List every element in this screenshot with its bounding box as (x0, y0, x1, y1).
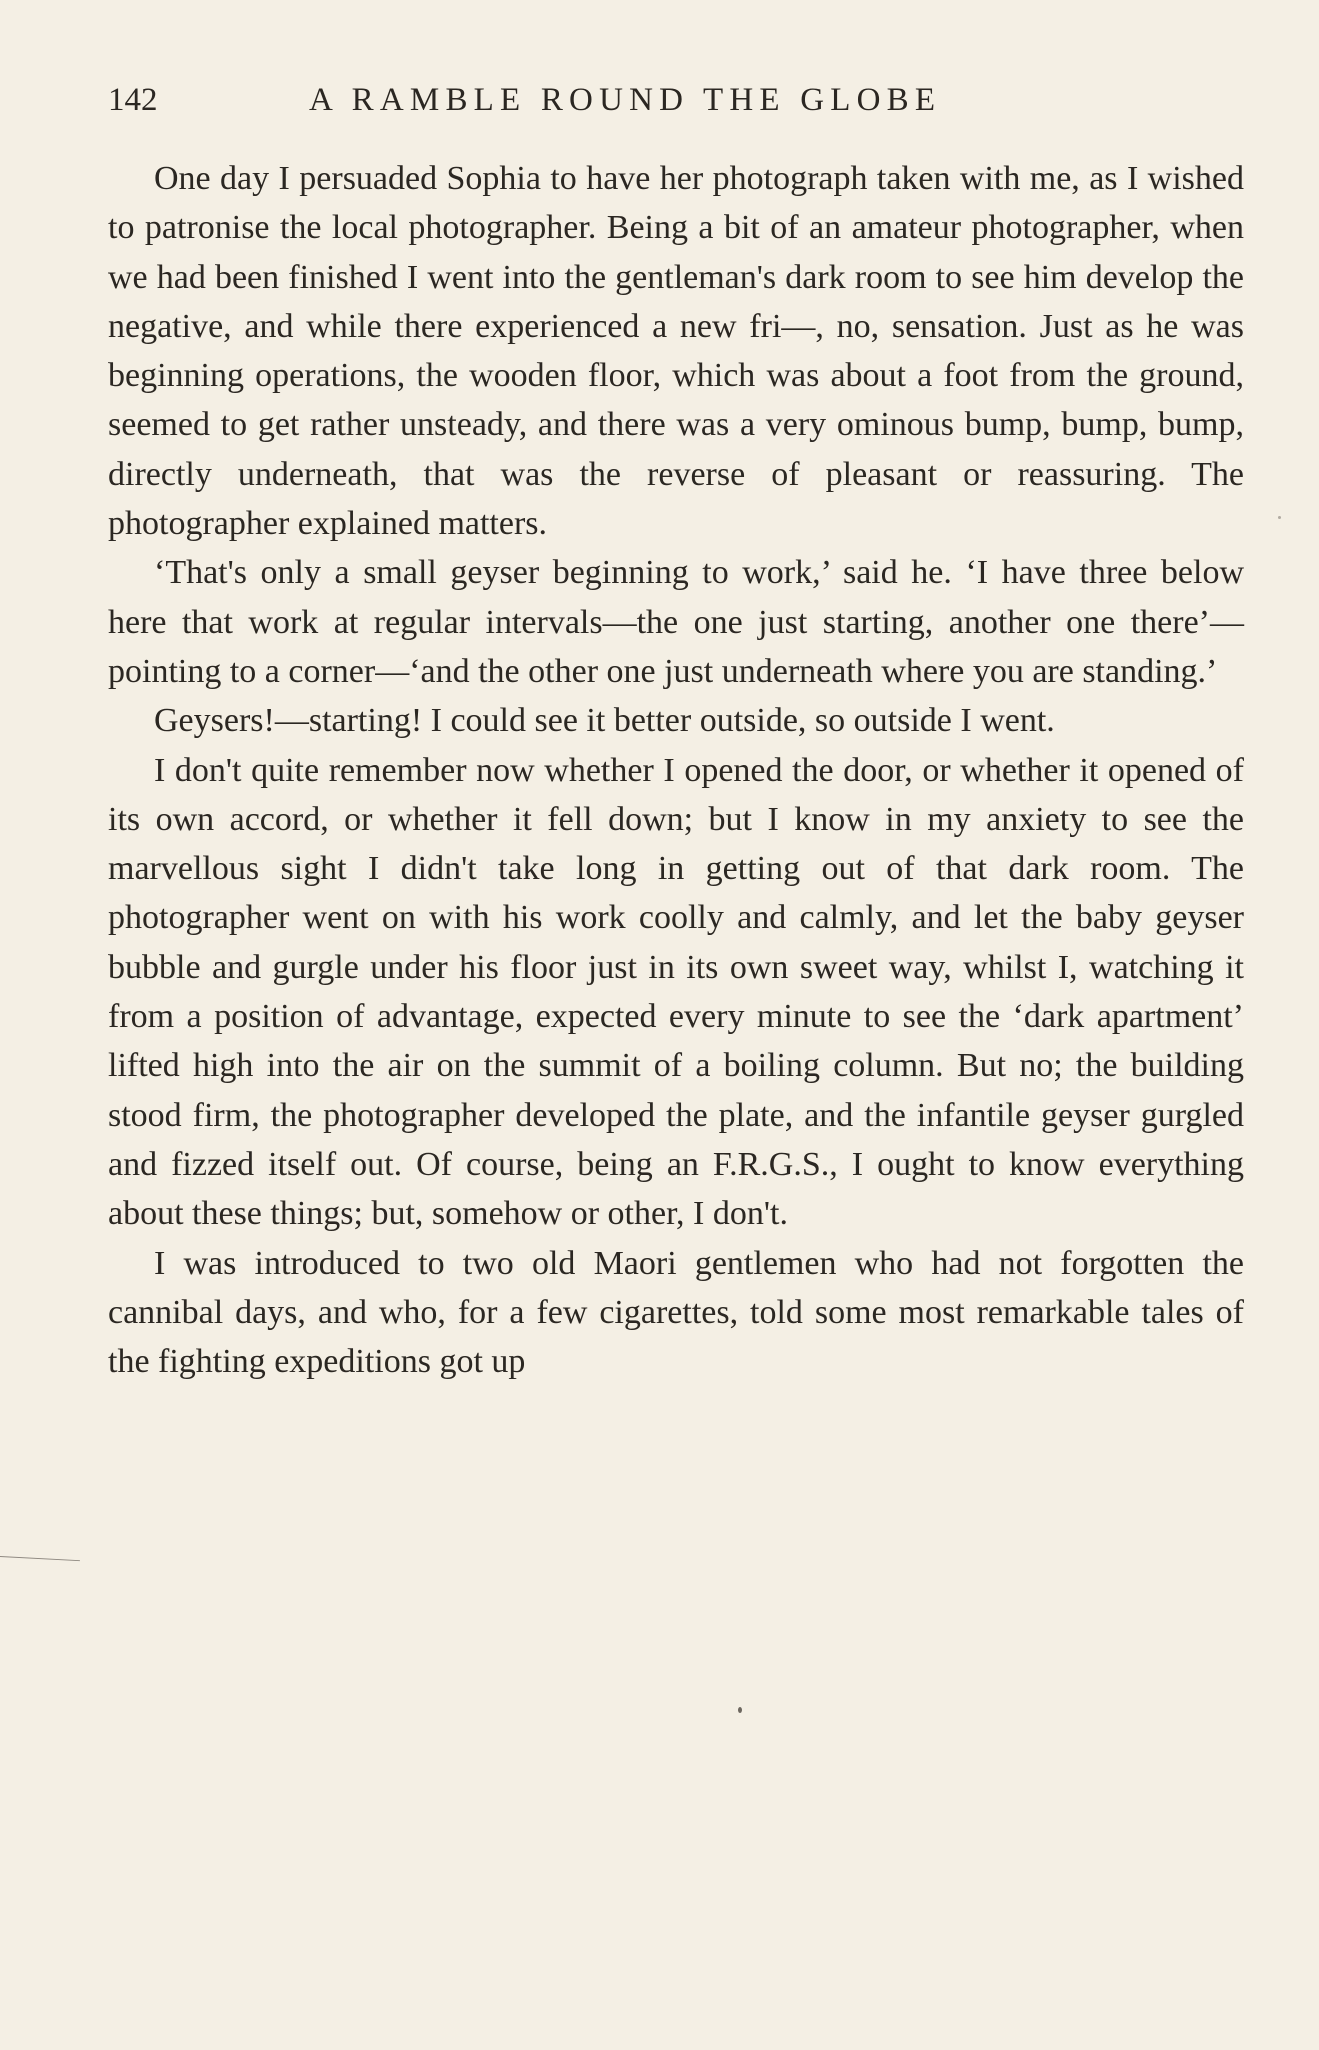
body-text (108, 154, 1244, 1386)
paragraph-dark-room-exit: I don't quite remember now whether I opened the door, or whether it opened of its own accord, or whether it fell down; but I know in my anxiety to see the marvellous sight I didn't take long in getting out of that dark room. The photographer went on with his work coolly and calmly, and let the baby geyser bubble and gurgle under his floor just in its own sweet way, whilst I, watching it from a position of advantage, expected every minute to see the ‘dark apartment’ lifted high into the air on the summit of a boiling column. But no; the building stood firm, the photographer developed the plate, and the infantile geyser gurgled and fizzed itself out. Of course, being an F.R.G.S., I ought to know everything about these things; but, somehow or other, I don't. (108, 751, 1244, 1233)
ink-speck (1278, 516, 1281, 519)
paragraph-geyser-explanation: ‘That's only a small geyser beginning to work,’ said he. ‘I have three below here that work at regular intervals—the one just starting, another one there’—pointing to a corner—‘and the other one just underneath where you are standing.’ (108, 554, 1244, 690)
paragraph-photographer: One day I persuaded Sophia to have her photograph taken with me, as I wished to patronise the local photographer. Being a bit of an amateur photographer, when we had been finished I went into the gentleman's dark room to see him develop the negative, and while there experienced a new fri—, no, sensation. Just as he was beginning operations, the wooden floor, which was about a foot from the ground, seemed to get rather unsteady, and there was a very ominous bump, bump, bump, directly underneath, that was the reverse of pleasant or reassuring. The photographer explained matters. (108, 160, 1244, 543)
paragraph-maori-gentlemen: I was introduced to two old Maori gentlemen who had not forgotten the cannibal days, and who, for a few cigarettes, told some most remarkable tales of the fighting expeditions got up (108, 1244, 1244, 1381)
margin-mark (0, 1556, 80, 1561)
running-title: A RAMBLE ROUND THE GLOBE (309, 82, 942, 118)
running-head (108, 78, 1243, 122)
page-number: 142 (108, 82, 158, 118)
paragraph-geysers-starting: Geysers!—starting! I could see it better outside, so outside I went. (154, 702, 1055, 740)
ink-speck (738, 1707, 742, 1713)
